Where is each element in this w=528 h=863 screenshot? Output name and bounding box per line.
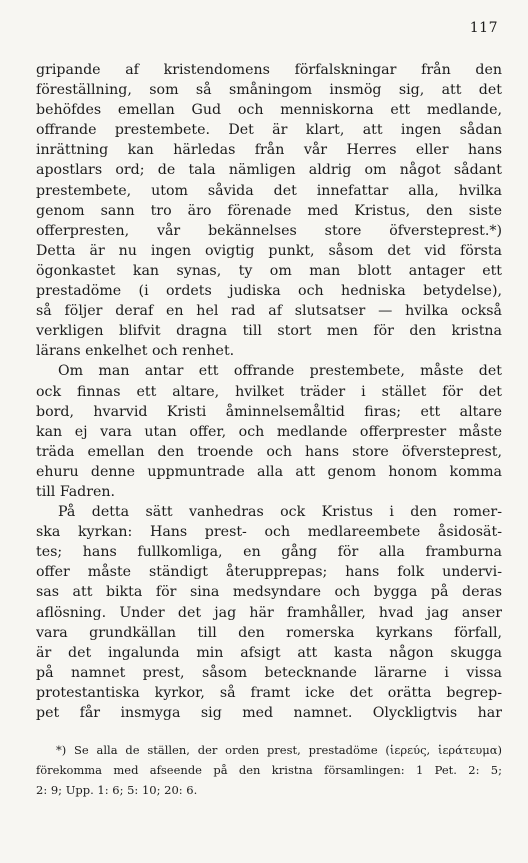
- text-line: på namnet prest, såsom betecknande lärarne i vissa: [36, 664, 502, 681]
- text-line: så följer deraf en hel rad af slutsatser — hvilka också: [36, 303, 502, 320]
- text-line: föreställning, som så småningom insmög sig, att det: [36, 82, 502, 99]
- text-line: behöfdes emellan Gud och menniskorna ett medlande,: [36, 102, 502, 119]
- text-line: lärans enkelhet och renhet.: [36, 343, 235, 360]
- text-line: offerpresten, vår bekännelses store öfversteprest.*): [36, 222, 502, 239]
- text-line: träda emellan den troende och hans store öfversteprest,: [36, 443, 502, 460]
- text-line: ehuru denne uppmuntrade alla att genom honom komma: [36, 463, 502, 480]
- text-line: apostlars ord; de tala nämligen aldrig om något sådant: [36, 162, 502, 179]
- text-line: gripande af kristendomens förfalskningar från den: [36, 62, 502, 78]
- footnotes: [36, 740, 502, 800]
- text-line: till Fadren.: [36, 483, 116, 500]
- text-line: Om man antar ett offrande prestembete, måste det: [58, 363, 502, 380]
- text-line: ögonkastet kan synas, ty om man blott antager ett: [36, 262, 502, 279]
- footnote-line: *) Se alla de ställen, der orden prest, prestadöme (ἱερεύς, ἱεράτευμα): [56, 743, 502, 757]
- text-line: verkligen blifvit dragna till stort men för den kristna: [36, 323, 502, 340]
- text-line: tes; hans fullkomliga, en gång för alla framburna: [36, 544, 502, 561]
- text-line: aflösning. Under det jag här framhåller, hvad jag anser: [36, 604, 502, 621]
- footnote-line: förekomma med afseende på den kristna församlingen: 1 Pet. 2: 5;: [36, 763, 502, 777]
- text-line: protestantiska kyrkor, så framt icke det orätta begrep-: [36, 684, 502, 701]
- text-line: ock finnas ett altare, hvilket träder i stället för det: [36, 383, 502, 400]
- text-line: vara grundkällan till den romerska kyrkans förfall,: [36, 624, 502, 641]
- text-line: kan ej vara utan offer, och medlande offerprester måste: [36, 423, 502, 440]
- body-text: [36, 60, 502, 723]
- text-line: På detta sätt vanhedras ock Kristus i den romer-: [58, 504, 502, 521]
- text-line: sas att bikta för sina medsyndare och bygga på deras: [36, 584, 502, 601]
- text-line: ska kyrkan: Hans prest- och medlareembete åsidosät-: [36, 524, 502, 541]
- text-line: offer måste ständigt återupprepas; hans folk undervi-: [36, 564, 502, 581]
- page-number: 117: [469, 20, 498, 36]
- text-line: offrande prestembete. Det är klart, att ingen sådan: [36, 122, 502, 139]
- footnote-line: 2: 9; Upp. 1: 6; 5: 10; 20: 6.: [36, 783, 198, 797]
- text-line: inrättning kan härledas från vår Herres eller hans: [36, 142, 502, 159]
- text-line: prestadöme (i ordets judiska och hedniska betydelse),: [36, 283, 502, 300]
- text-line: bord, hvarvid Kristi åminnelsemåltid firas; ett altare: [36, 403, 502, 420]
- text-line: prestembete, utom såvida det innefattar alla, hvilka: [36, 182, 502, 199]
- text-line: är det ingalunda min afsigt att kasta någon skugga: [36, 644, 502, 661]
- text-line: Detta är nu ingen ovigtig punkt, såsom det vid första: [36, 242, 502, 259]
- text-line: pet får insmyga sig med namnet. Olyckligtvis har: [36, 705, 502, 721]
- text-line: genom sann tro äro förenade med Kristus, den siste: [36, 202, 502, 219]
